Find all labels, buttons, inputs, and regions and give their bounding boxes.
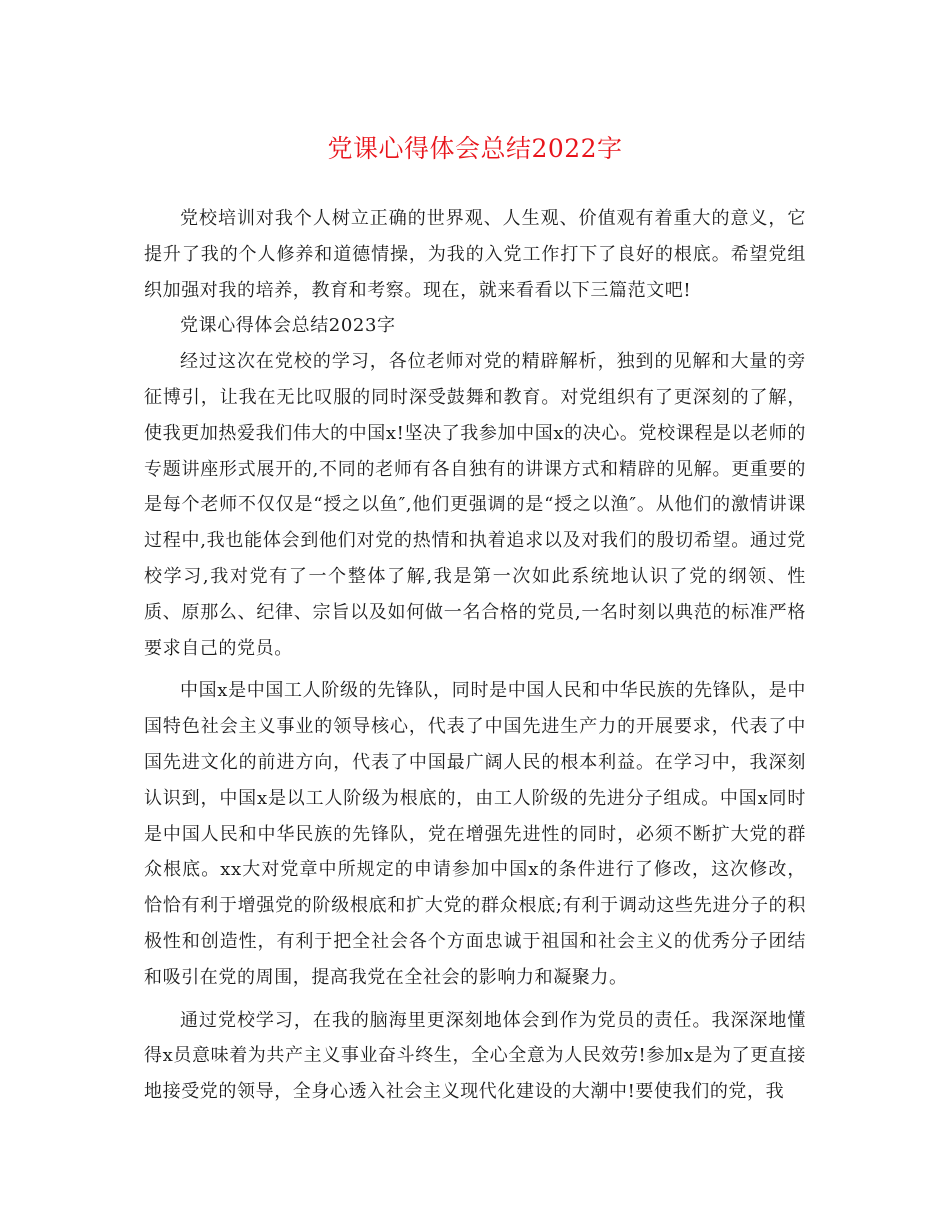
body-paragraph: 经过这次在党校的学习，各位老师对党的精辟解析，独到的见解和大量的旁征博引，让我在无比叹服的同时深受鼓舞和教育。对党组织有了更深刻的了解，使我更加热爱我们伟大的中国x!坚决了我参加中国x的决心。党校课程是以老师的专题讲座形式展开的,不同的老师有各自独有的讲课方式和精辟的见解。更重要的是每个老师不仅仅是“授之以鱼″,他们更强调的是“授之以渔″。从他们的激情讲课过程中,我也能体会到他们对党的热情和执着追求以及对我们的殷切希望。通过党校学习,我对党有了一个整体了解,我是第一次如此系统地认识了党的纲领、性质、原那么、纪律、宗旨以及如何做一名合格的党员,一名时刻以典范的标准严格要求自己的党员。	[144, 351, 806, 659]
document-title: 党课心得体会总结2022字	[327, 134, 623, 163]
document-body	[144, 201, 806, 1110]
body-paragraph: 通过党校学习，在我的脑海里更深刻地体会到作为党员的责任。我深深地懂得x员意味着为共产主义事业奋斗终生，全心全意为人民效劳!参加x是为了更直接地接受党的领导，全身心透入社会主义现代化建设的大潮中!要使我们的党，我	[144, 1009, 806, 1103]
intro-paragraph: 党校培训对我个人树立正确的世界观、人生观、价值观有着重大的意义，它提升了我的个人修养和道德情操，为我的入党工作打下了良好的根底。希望党组织加强对我的培养，教育和考察。现在，就来看看以下三篇范文吧!	[144, 208, 806, 301]
body-paragraph: 中国x是中国工人阶级的先锋队，同时是中国人民和中华民族的先锋队，是中国特色社会主义事业的领导核心，代表了中国先进生产力的开展要求，代表了中国先进文化的前进方向，代表了中国最广阔人民的根本利益。在学习中，我深刻认识到，中国x是以工人阶级为根底的，由工人阶级的先进分子组成。中国x同时是中国人民和中华民族的先锋队，党在增强先进性的同时，必须不断扩大党的群众根底。xx大对党章中所规定的申请参加中国x的条件进行了修改，这次修改，恰恰有利于增强党的阶级根底和扩大党的群众根底;有利于调动这些先进分子的积极性和创造性，有利于把全社会各个方面忠诚于祖国和社会主义的优秀分子团结和吸引在党的周围，提高我党在全社会的影响力和凝聚力。	[144, 680, 806, 988]
section-heading: 党课心得体会总结2023字	[180, 315, 396, 337]
